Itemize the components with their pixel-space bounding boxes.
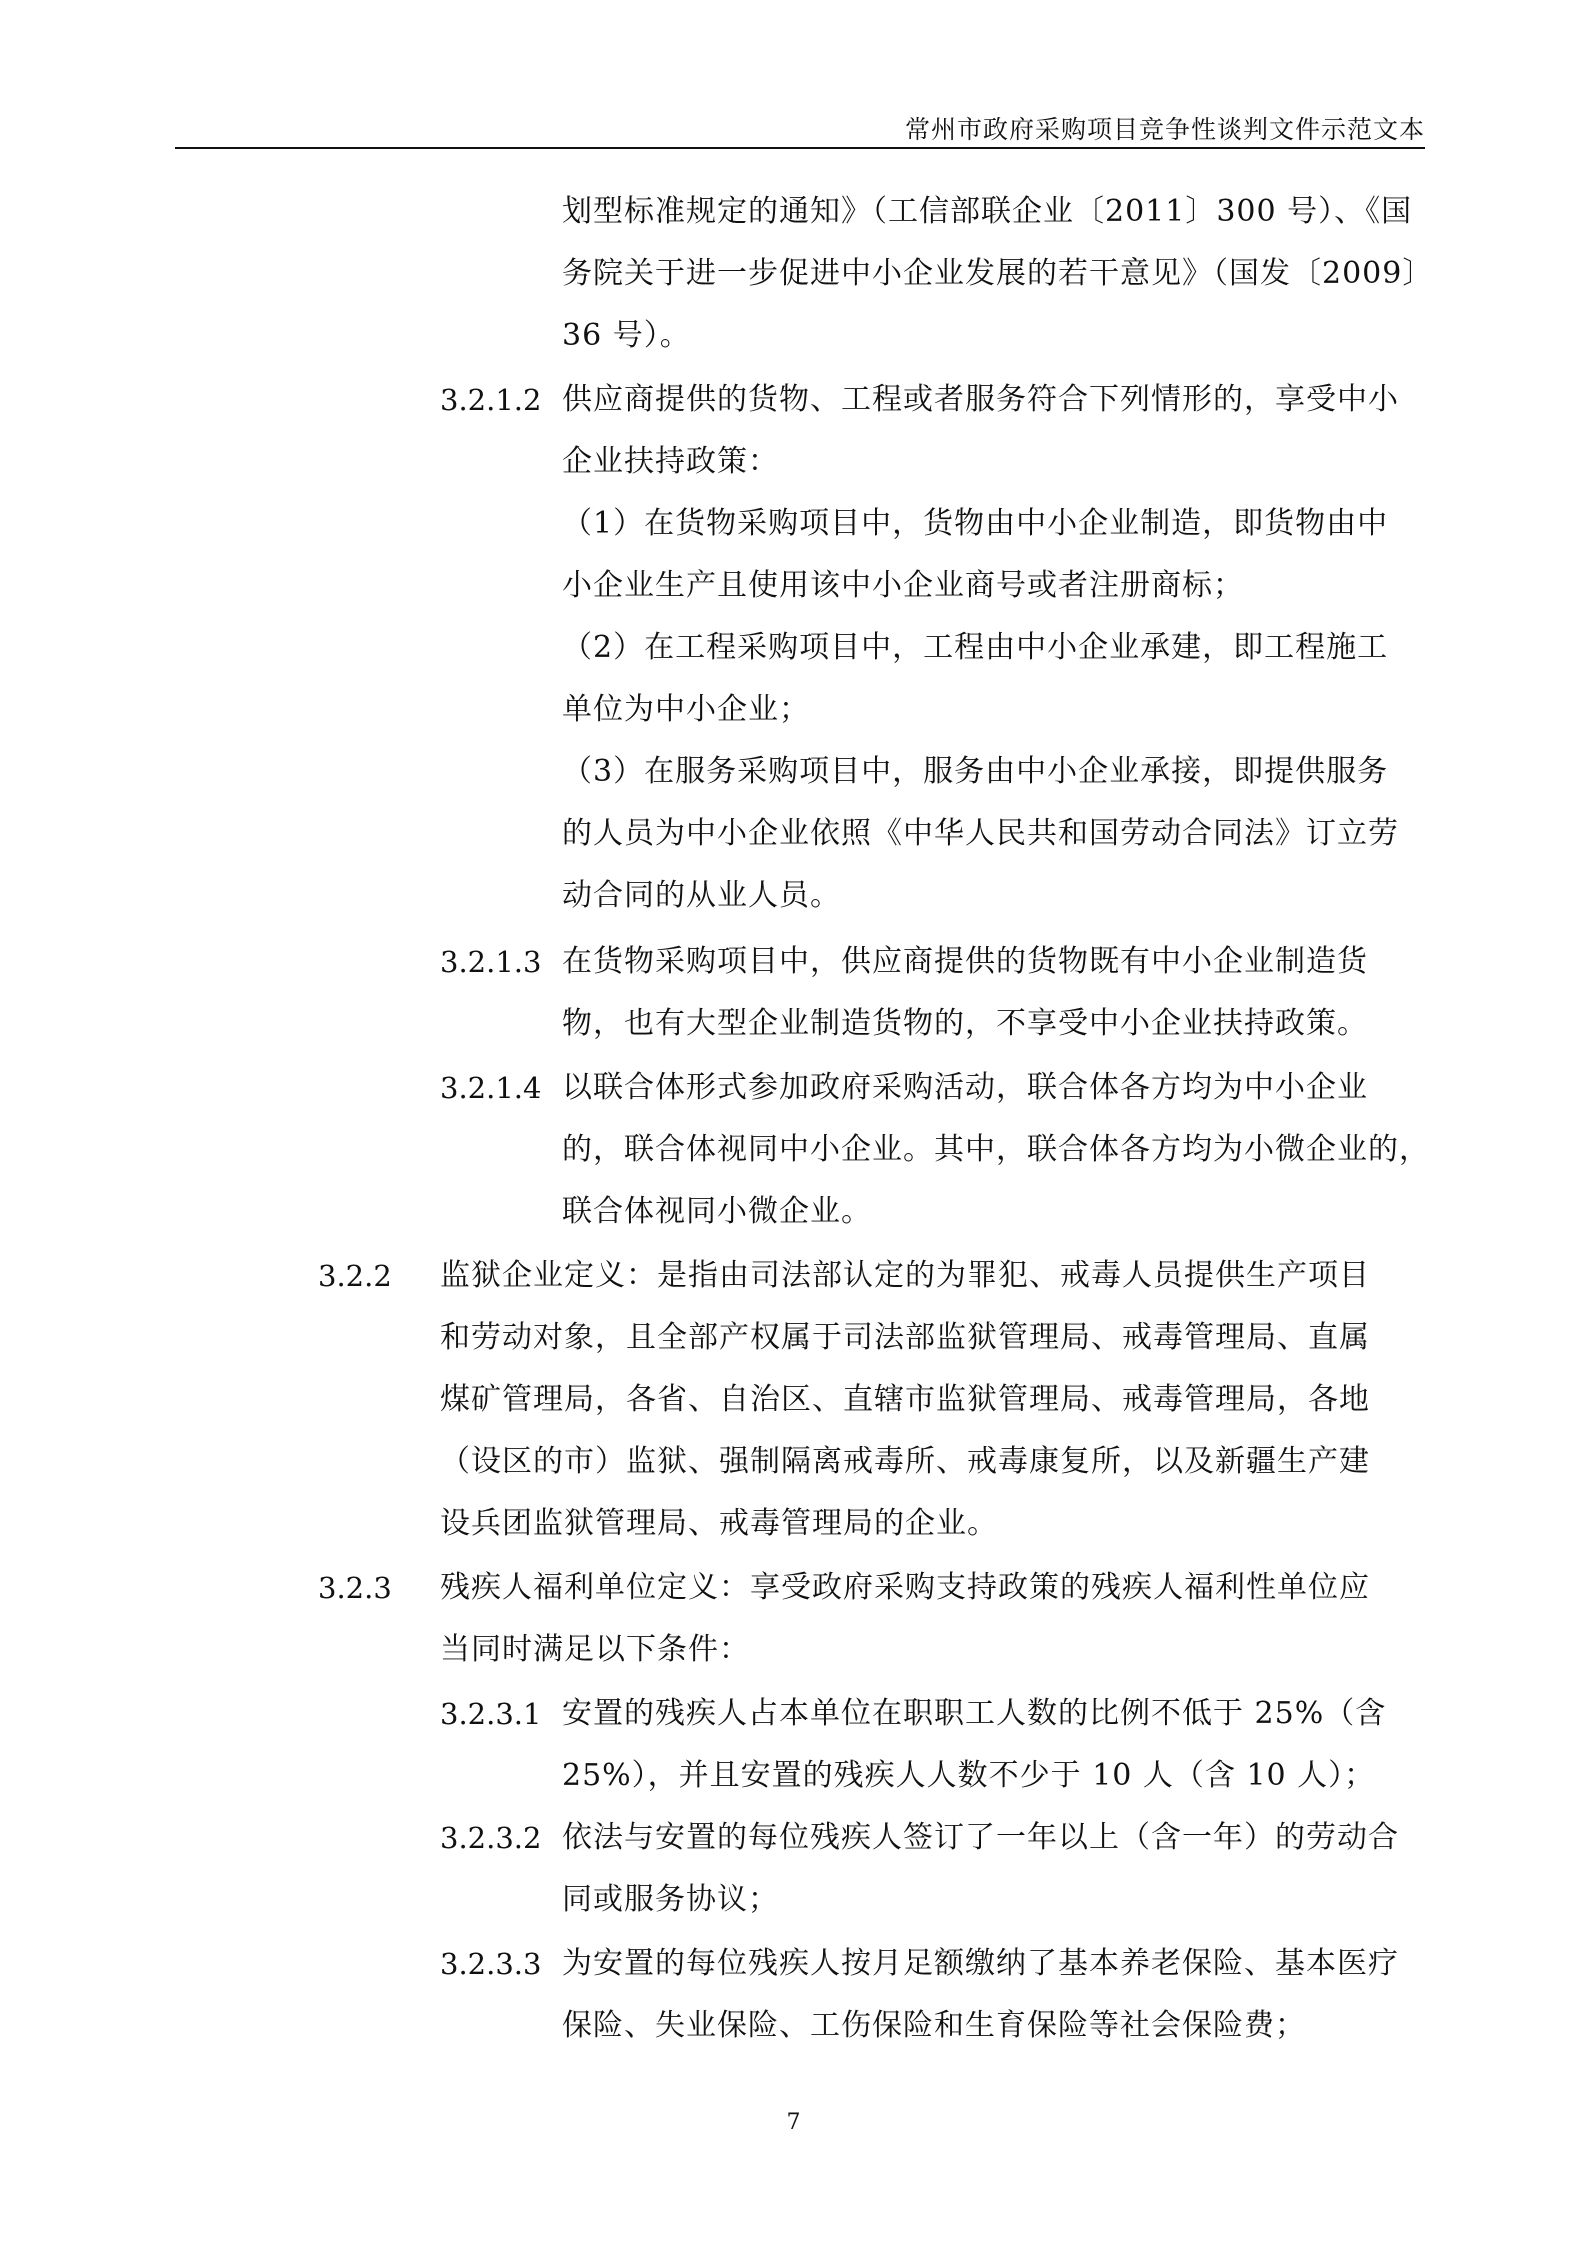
text-line: 物，也有大型企业制造货物的，不享受中小企业扶持政策。 bbox=[562, 1006, 1368, 1041]
text-line: 和劳动对象，且全部产权属于司法部监狱管理局、戒毒管理局、直属 bbox=[440, 1320, 1370, 1355]
clause-number: 3.2.1.4 bbox=[440, 1071, 542, 1105]
text-line: 设兵团监狱管理局、戒毒管理局的企业。 bbox=[440, 1506, 998, 1541]
text-line: 小企业生产且使用该中小企业商号或者注册商标； bbox=[562, 568, 1244, 603]
clause-number: 3.2.1.2 bbox=[440, 383, 542, 417]
page-number: 7 bbox=[786, 2110, 801, 2135]
clause-number: 3.2.3 bbox=[318, 1571, 392, 1605]
header-rule bbox=[175, 147, 1425, 149]
text-line: 残疾人福利单位定义：享受政府采购支持政策的残疾人福利性单位应 bbox=[440, 1570, 1370, 1605]
text-line: （3）在服务采购项目中，服务由中小企业承接，即提供服务 bbox=[562, 754, 1389, 789]
text-line: （1）在货物采购项目中，货物由中小企业制造，即货物由中 bbox=[562, 506, 1389, 541]
text-line: 监狱企业定义：是指由司法部认定的为罪犯、戒毒人员提供生产项目 bbox=[440, 1258, 1370, 1293]
text-line: 企业扶持政策： bbox=[562, 444, 779, 479]
text-line: 划型标准规定的通知》（工信部联企业〔2011〕300 号）、《国 bbox=[562, 194, 1413, 229]
clause-number: 3.2.3.1 bbox=[440, 1697, 542, 1731]
text-line: （设区的市）监狱、强制隔离戒毒所、戒毒康复所，以及新疆生产建 bbox=[440, 1444, 1370, 1479]
clause-number: 3.2.2 bbox=[318, 1259, 392, 1293]
text-line: 动合同的从业人员。 bbox=[562, 878, 841, 913]
text-line: 在货物采购项目中，供应商提供的货物既有中小企业制造货 bbox=[562, 944, 1368, 979]
text-line: 依法与安置的每位残疾人签订了一年以上（含一年）的劳动合 bbox=[562, 1820, 1399, 1855]
header-title: 常州市政府采购项目竞争性谈判文件示范文本 bbox=[904, 115, 1425, 144]
text-line: 以联合体形式参加政府采购活动，联合体各方均为中小企业 bbox=[562, 1070, 1368, 1105]
text-line: 务院关于进一步促进中小企业发展的若干意见》（国发〔2009〕 bbox=[562, 256, 1434, 291]
text-line: 安置的残疾人占本单位在职职工人数的比例不低于 25%（含 bbox=[562, 1696, 1387, 1731]
text-line: 36 号）。 bbox=[562, 318, 691, 353]
text-line: 当同时满足以下条件： bbox=[440, 1632, 750, 1667]
text-line: 的，联合体视同中小企业。其中，联合体各方均为小微企业的， bbox=[562, 1132, 1430, 1167]
text-line: （2）在工程采购项目中，工程由中小企业承建，即工程施工 bbox=[562, 630, 1389, 665]
text-line: 为安置的每位残疾人按月足额缴纳了基本养老保险、基本医疗 bbox=[562, 1946, 1399, 1981]
text-line: 煤矿管理局，各省、自治区、直辖市监狱管理局、戒毒管理局，各地 bbox=[440, 1382, 1370, 1417]
text-line: 单位为中小企业； bbox=[562, 692, 810, 727]
text-line: 供应商提供的货物、工程或者服务符合下列情形的，享受中小 bbox=[562, 382, 1399, 417]
text-line: 联合体视同小微企业。 bbox=[562, 1194, 872, 1229]
clause-number: 3.2.3.2 bbox=[440, 1821, 542, 1855]
clause-number: 3.2.1.3 bbox=[440, 945, 542, 979]
text-line: 的人员为中小企业依照《中华人民共和国劳动合同法》订立劳 bbox=[562, 816, 1399, 851]
clause-number: 3.2.3.3 bbox=[440, 1947, 542, 1981]
text-line: 同或服务协议； bbox=[562, 1882, 779, 1917]
text-line: 保险、失业保险、工伤保险和生育保险等社会保险费； bbox=[562, 2008, 1306, 2043]
text-line: 25%），并且安置的残疾人人数不少于 10 人（含 10 人）； bbox=[562, 1758, 1376, 1793]
